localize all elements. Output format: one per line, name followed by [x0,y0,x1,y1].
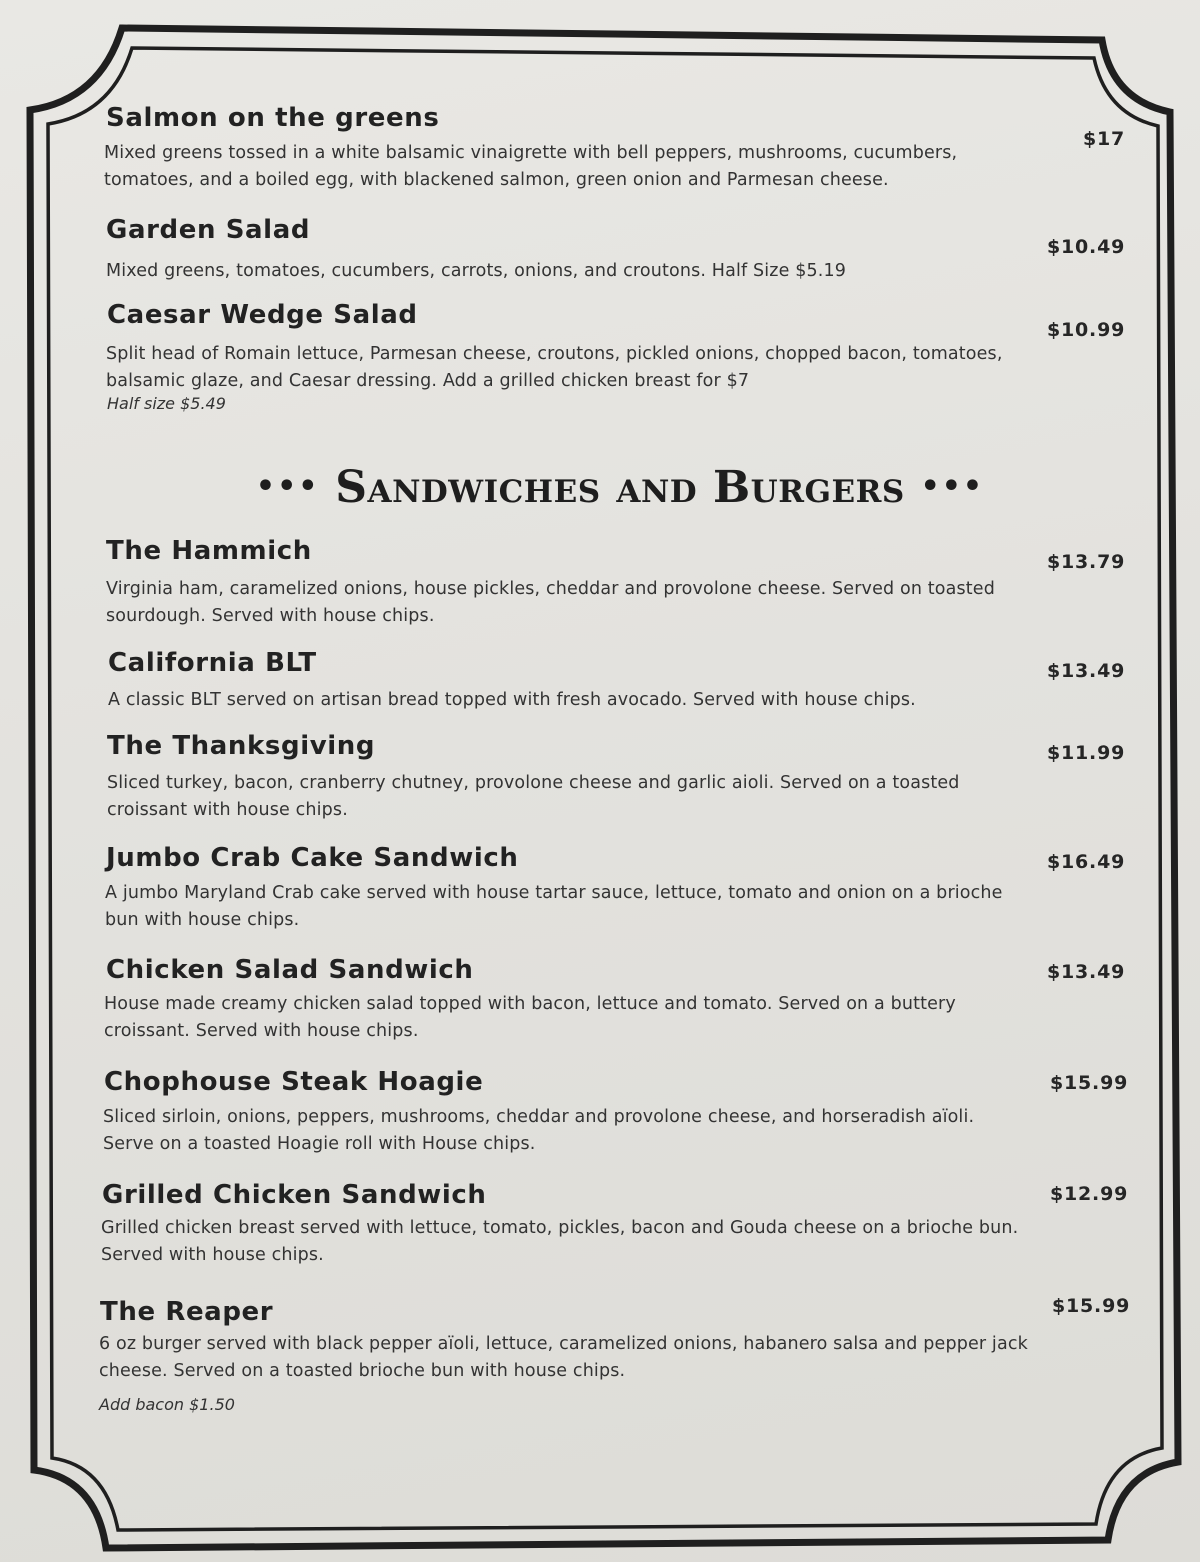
item-name: Jumbo Crab Cake Sandwich [106,843,519,873]
item-price: $15.99 [1052,1295,1131,1317]
item-name: California BLT [108,648,317,678]
item-price: $13.79 [1047,551,1126,573]
item-note: Add bacon $1.50 [99,1395,235,1414]
item-price: $15.99 [1050,1072,1129,1094]
item-description: A jumbo Maryland Crab cake served with house tartar sauce, lettuce, tomato and onion on a brioche bun with house chips. [105,883,1003,930]
item-price: $12.99 [1050,1183,1129,1205]
item-description: Sliced turkey, bacon, cranberry chutney, provolone cheese and garlic aioli. Served on a toasted croissant with house chips. [107,773,960,820]
item-name: Garden Salad [106,215,311,245]
item-description: A classic BLT served on artisan bread topped with fresh avocado. Served with house chips. [108,690,916,710]
item-price: $11.99 [1047,742,1126,764]
item-description: 6 oz burger served with black pepper aïoli, lettuce, caramelized onions, habanero salsa and pepper jack cheese. Served on a toasted brioche bun with house chips. [99,1334,1028,1381]
heading-dots-right: ••• [920,469,985,504]
heading-dots-left: ••• [255,469,320,504]
section-title: Sandwiches and Burgers [335,462,905,513]
item-name: Chicken Salad Sandwich [106,955,474,985]
item-description: Mixed greens, tomatoes, cucumbers, carrots, onions, and croutons. Half Size $5.19 [106,261,847,281]
item-description: Split head of Romain lettuce, Parmesan cheese, croutons, pickled onions, chopped bacon, tomatoes, balsamic glaze, and Caesar dressing. Add a grilled chicken breast for $7 [106,344,1003,391]
item-description: Sliced sirloin, onions, peppers, mushrooms, cheddar and provolone cheese, and horseradish aïoli. Serve on a toasted Hoagie roll with House chips. [103,1107,975,1154]
item-name: Caesar Wedge Salad [107,300,418,330]
item-price: $10.49 [1047,236,1126,258]
item-price: $16.49 [1047,851,1126,873]
item-price: $10.99 [1047,319,1126,341]
item-description: House made creamy chicken salad topped with bacon, lettuce and tomato. Served on a buttery croissant. Served with house chips. [104,994,956,1041]
item-name: Grilled Chicken Sandwich [102,1180,487,1210]
item-price: $13.49 [1047,961,1126,983]
item-name: Salmon on the greens [106,103,440,133]
item-name: The Hammich [106,536,312,566]
item-note: Half size $5.49 [107,394,226,413]
item-price: $17 [1083,128,1126,150]
item-name: Chophouse Steak Hoagie [104,1067,484,1097]
item-description: Grilled chicken breast served with lettuce, tomato, pickles, bacon and Gouda cheese on a brioche bun. Served with house chips. [101,1218,1019,1265]
item-name: The Reaper [100,1297,274,1327]
item-description: Virginia ham, caramelized onions, house pickles, cheddar and provolone cheese. Served on toasted sourdough. Served with house chips. [106,579,995,626]
item-price: $13.49 [1047,660,1126,682]
section-heading-sandwiches [0,462,1200,513]
item-name: The Thanksgiving [107,731,376,761]
item-description: Mixed greens tossed in a white balsamic vinaigrette with bell peppers, mushrooms, cucumbers, tomatoes, and a boiled egg, with blackened salmon, green onion and Parmesan cheese. [104,143,958,190]
